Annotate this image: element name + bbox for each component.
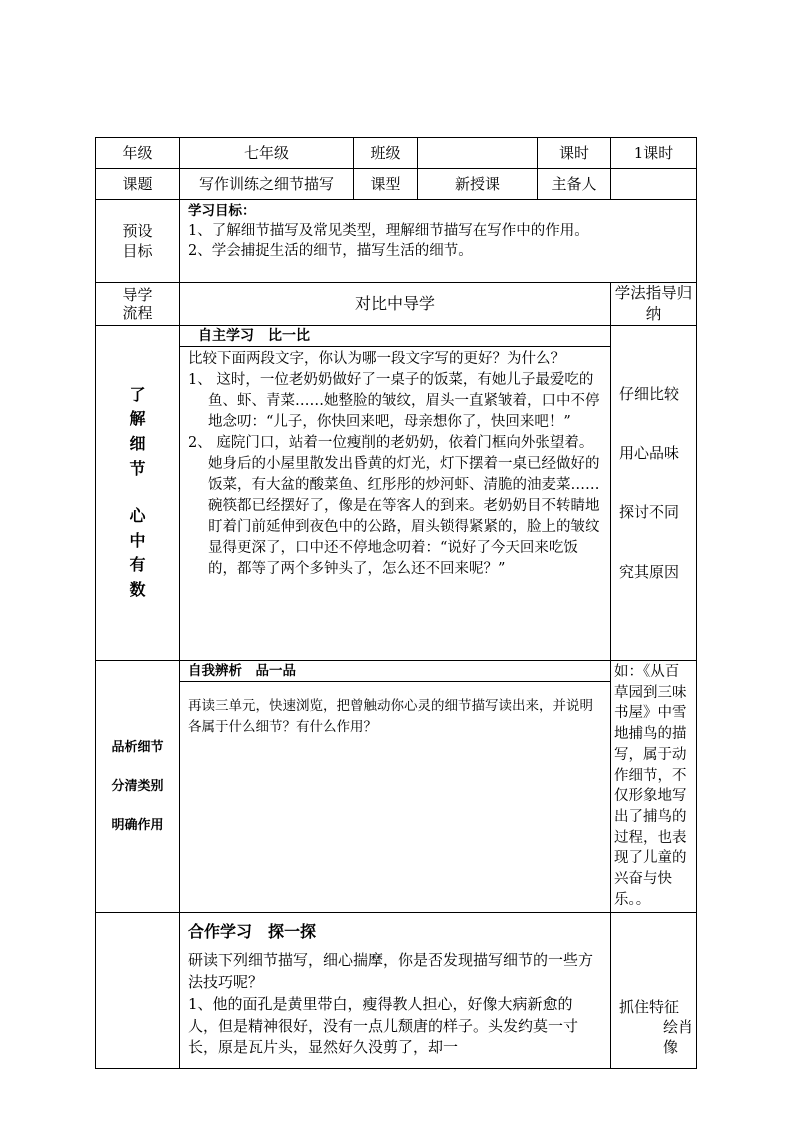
class-value (418, 138, 538, 169)
section2-head: 自我辨析 品一品 (180, 661, 610, 682)
lesson-plan-table (95, 137, 697, 1069)
preparer-label: 主备人 (538, 169, 611, 200)
method-item-1: 仔细比较 (619, 384, 680, 403)
header-row-1 (96, 138, 697, 169)
section1-content (180, 325, 611, 660)
section3-head: 合作学习 探一探 (188, 921, 317, 941)
lesson-plan-page (95, 137, 696, 1057)
section2-side-label: 品析细节 分清类别 明确作用 (96, 660, 180, 912)
topic-value: 写作训练之细节描写 (180, 169, 354, 200)
section2-content (180, 660, 611, 912)
goals-content (180, 200, 697, 283)
section1-methods (611, 325, 697, 660)
method-item-4: 究其原因 (619, 562, 680, 581)
goal-item-2: 2、学会捕捉生活的细节，描写生活的细节。 (188, 243, 473, 260)
section3-row (96, 912, 697, 1068)
section3-paragraph-1: 1、他的面孔是黄里带白，瘦得教人担心，好像大病新愈的人，但是精神很好，没有一点儿颓唐的样子。头发约莫一寸长，原是瓦片头，显然好久没剪了，却一 (188, 994, 579, 1057)
grade-label: 年级 (96, 138, 180, 169)
goals-row (96, 200, 697, 283)
section2-note: 如：《从百草园到三味书屋》中雪地捕鸟的描写，属于动作细节，不仅形象地写出了捕鸟的过程，也表现了儿童的兴奋与快乐。。 (611, 660, 697, 912)
section1-row (96, 325, 697, 660)
section3-side-label (96, 912, 180, 1068)
class-label: 班级 (354, 138, 418, 169)
type-value: 新授课 (418, 169, 538, 200)
section1-paragraph-2: 2、 庭院门口，站着一位瘦削的老奶奶，依着门框向外张望着。她身后的小屋里散发出昏黄的灯光，灯下摆着一桌已经做好的饭菜，有大盆的酸菜鱼、红彤彤的炒河虾、清脆的油麦菜……碗筷都已经摆好了，像是在等客人的到来。老奶奶目不转睛地盯着门前延伸到夜色中的公路，眉头锁得紧紧的，脸上的皱纹显得更深了，口中还不停地念叨着：“说好了今天回来吃饭的，都等了两个多钟头了，怎么还不回来呢？” (188, 434, 600, 577)
section3-method (611, 912, 697, 1068)
section1-head: 自主学习 比一比 (180, 326, 610, 347)
flow-header-row (96, 283, 697, 326)
topic-label: 课题 (96, 169, 180, 200)
section3-method-line-1: 抓住特征 (619, 997, 680, 1016)
goals-title: 学习目标： (188, 203, 256, 219)
method-item-2: 用心品味 (619, 444, 680, 463)
section3-content (180, 912, 611, 1068)
method-item-3: 探讨不同 (619, 503, 680, 522)
flow-label: 导学 流程 (96, 283, 180, 326)
type-label: 课型 (354, 169, 418, 200)
grade-value: 七年级 (180, 138, 354, 169)
flow-right-header: 学法指导归纳 (611, 283, 697, 326)
section2-body: 再读三单元，快速浏览，把曾触动你心灵的细节描写读出来，并说明各属于什么细节？有什么作用？ (188, 697, 593, 736)
section1-intro: 比较下面两段文字，你认为哪一段文字写的更好？为什么？ (188, 350, 565, 367)
header-row-2 (96, 169, 697, 200)
flow-middle-header: 对比中导学 (180, 283, 611, 326)
section3-method-line-2: 绘肖像 (663, 1017, 694, 1057)
goals-label: 预设 目标 (96, 200, 180, 283)
section1-side-label: 了 解 细 节 心 中 有 数 (96, 325, 180, 660)
section1-paragraph-1: 1、 这时，一位老奶奶做好了一桌子的饭菜，有她儿子最爱吃的鱼、虾、青菜……她整脸的皱纹，眉头一直紧皱着，口中不停地念叨：“儿子，你快回来吧，母亲想你了，快回来吧！” (188, 371, 600, 430)
section3-intro: 研读下列细节描写，细心揣摩，你是否发现描写细节的一些方法技巧呢？ (188, 951, 594, 991)
section1-body (180, 347, 610, 582)
section3-body (180, 946, 610, 1061)
section2-row (96, 660, 697, 912)
hours-label: 课时 (538, 138, 611, 169)
hours-value: 1课时 (611, 138, 697, 169)
goal-item-1: 1、了解细节描写及常见类型，理解细节描写在写作中的作用。 (188, 222, 589, 239)
preparer-value (611, 169, 697, 200)
